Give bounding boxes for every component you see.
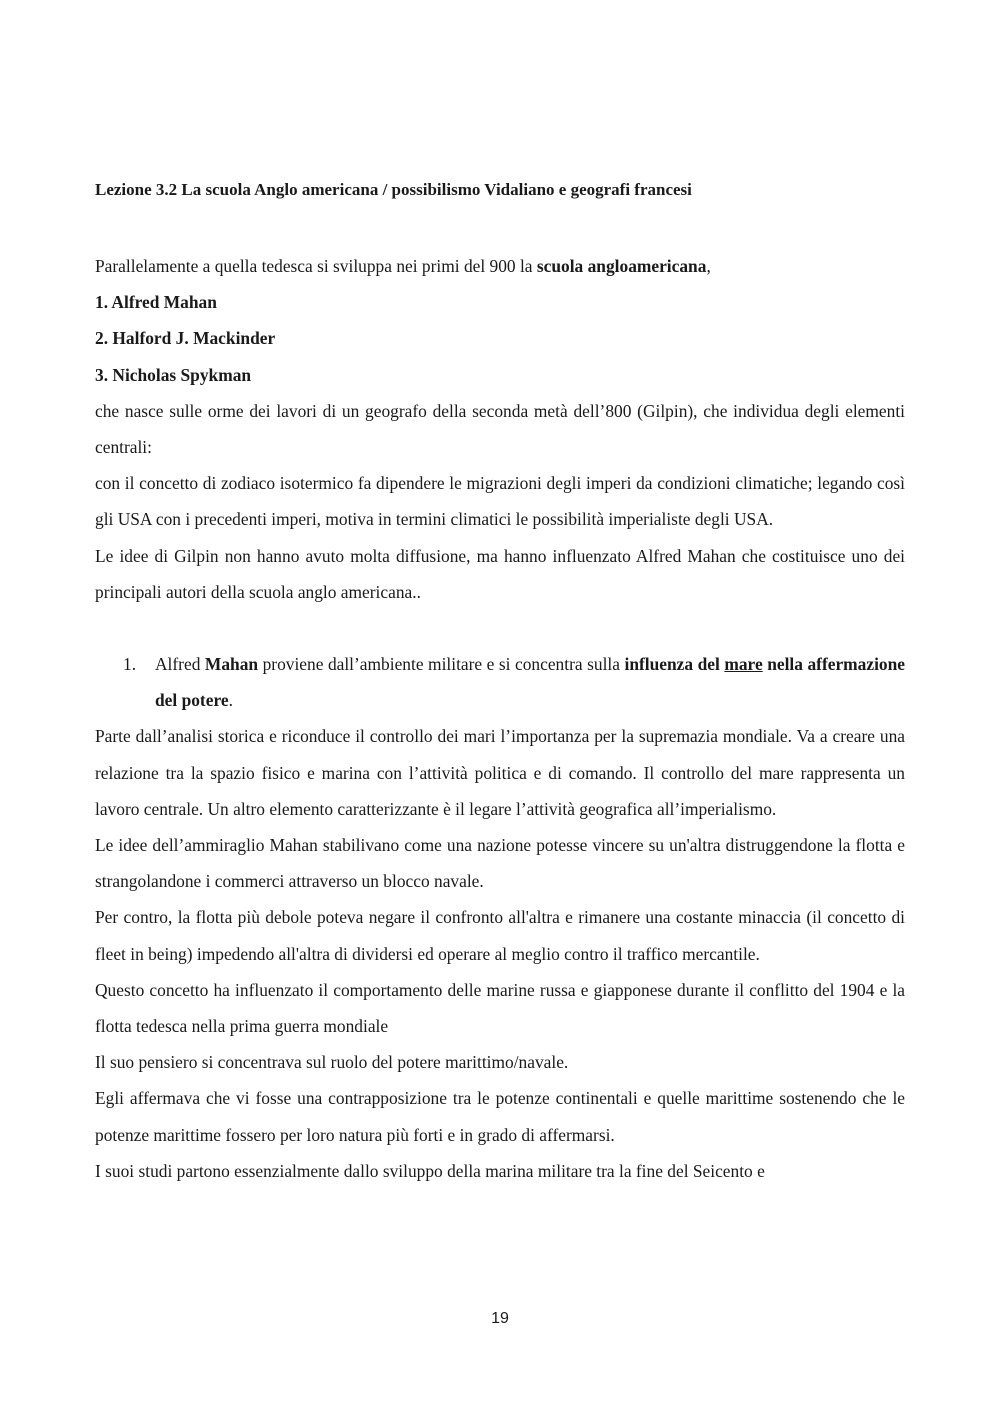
section-underlined-part: mare <box>724 654 763 675</box>
section-text-part: Alfred <box>155 654 205 675</box>
section-text <box>155 646 905 718</box>
paragraph: Parte dall’analisi storica e riconduce il controllo dei mari l’importanza per la supremazia mondiale. Va a creare una relazione tra la spazio fisico e marina con l’attività politica e di comando. Il controllo del mare rappresenta un lavoro centrale. Un altro elemento caratterizzante è il legare l’attività geografica all’imperialismo. <box>95 726 905 819</box>
paragraph: con il concetto di zodiaco isotermico fa dipendere le migrazioni degli imperi da condizioni climatiche; legando così gli USA con i precedenti imperi, motiva in termini climatici le possibilità imperialiste degli USA. <box>95 473 905 530</box>
list-item <box>95 320 905 356</box>
list-number: 3. <box>95 364 109 385</box>
section-heading <box>95 646 905 718</box>
list-number: 2. <box>95 328 109 349</box>
paragraph: Le idee di Gilpin non hanno avuto molta diffusione, ma hanno influenzato Alfred Mahan che costituisce uno dei principali autori della scuola anglo americana.. <box>95 545 905 602</box>
spacer <box>95 610 905 646</box>
section-bold-part: influenza del <box>624 654 725 675</box>
intro-bold: scuola angloamericana <box>536 256 707 276</box>
paragraph: che nasce sulle orme dei lavori di un geografo della seconda metà dell’800 (Gilpin), che individua degli elementi centrali: <box>95 400 905 458</box>
list-number: 1. <box>95 292 109 313</box>
list-item <box>95 284 905 320</box>
section-text-part: proviene dall’ambiente militare e si concentra sulla <box>258 654 625 675</box>
list-name: Alfred Mahan <box>108 292 217 313</box>
paragraph: Il suo pensiero si concentrava sul ruolo del potere marittimo/navale. <box>95 1052 569 1073</box>
page-number: 19 <box>491 1310 509 1327</box>
section-bold-part: Mahan <box>204 654 259 675</box>
section-bold-part: nella affermazione del potere <box>155 654 905 711</box>
lesson-title: Lezione 3.2 La scuola Anglo americana / possibilismo Vidaliano e geografi francesi <box>95 180 692 199</box>
document-page <box>95 168 905 1189</box>
section-number: 1. <box>123 654 137 675</box>
intro-post: , <box>706 256 711 276</box>
list-name: Nicholas Spykman <box>108 364 252 385</box>
section-text-part: . <box>228 690 233 711</box>
paragraph: Le idee dell’ammiraglio Mahan stabilivano come una nazione potesse vincere su un'altra distruggendone la flotta e strangolandone i commerci attraverso un blocco navale. <box>95 835 905 892</box>
list-item <box>95 357 905 393</box>
intro-text: Parallelamente a quella tedesca si sviluppa nei primi del 900 la <box>95 256 537 276</box>
paragraph: Per contro, la flotta più debole poteva negare il confronto all'altra e rimanere una costante minaccia (il concetto di fleet in being) impedendo all'altra di dividersi ed operare al meglio contro il traffico mercantile. <box>95 907 905 964</box>
paragraph: Questo concetto ha influenzato il comportamento delle marine russa e giapponese durante il conflitto del 1904 e la flotta tedesca nella prima guerra mondiale <box>95 979 905 1037</box>
paragraph: I suoi studi partono essenzialmente dallo sviluppo della marina militare tra la fine del Seicento e <box>95 1160 765 1181</box>
paragraph: Egli affermava che vi fosse una contrapposizione tra le potenze continentali e quelle marittime sostenendo che le potenze marittime fossero per loro natura più forti e in grado di affermarsi. <box>95 1088 905 1145</box>
list-name: Halford J. Mackinder <box>108 328 276 349</box>
intro-paragraph <box>95 248 905 284</box>
